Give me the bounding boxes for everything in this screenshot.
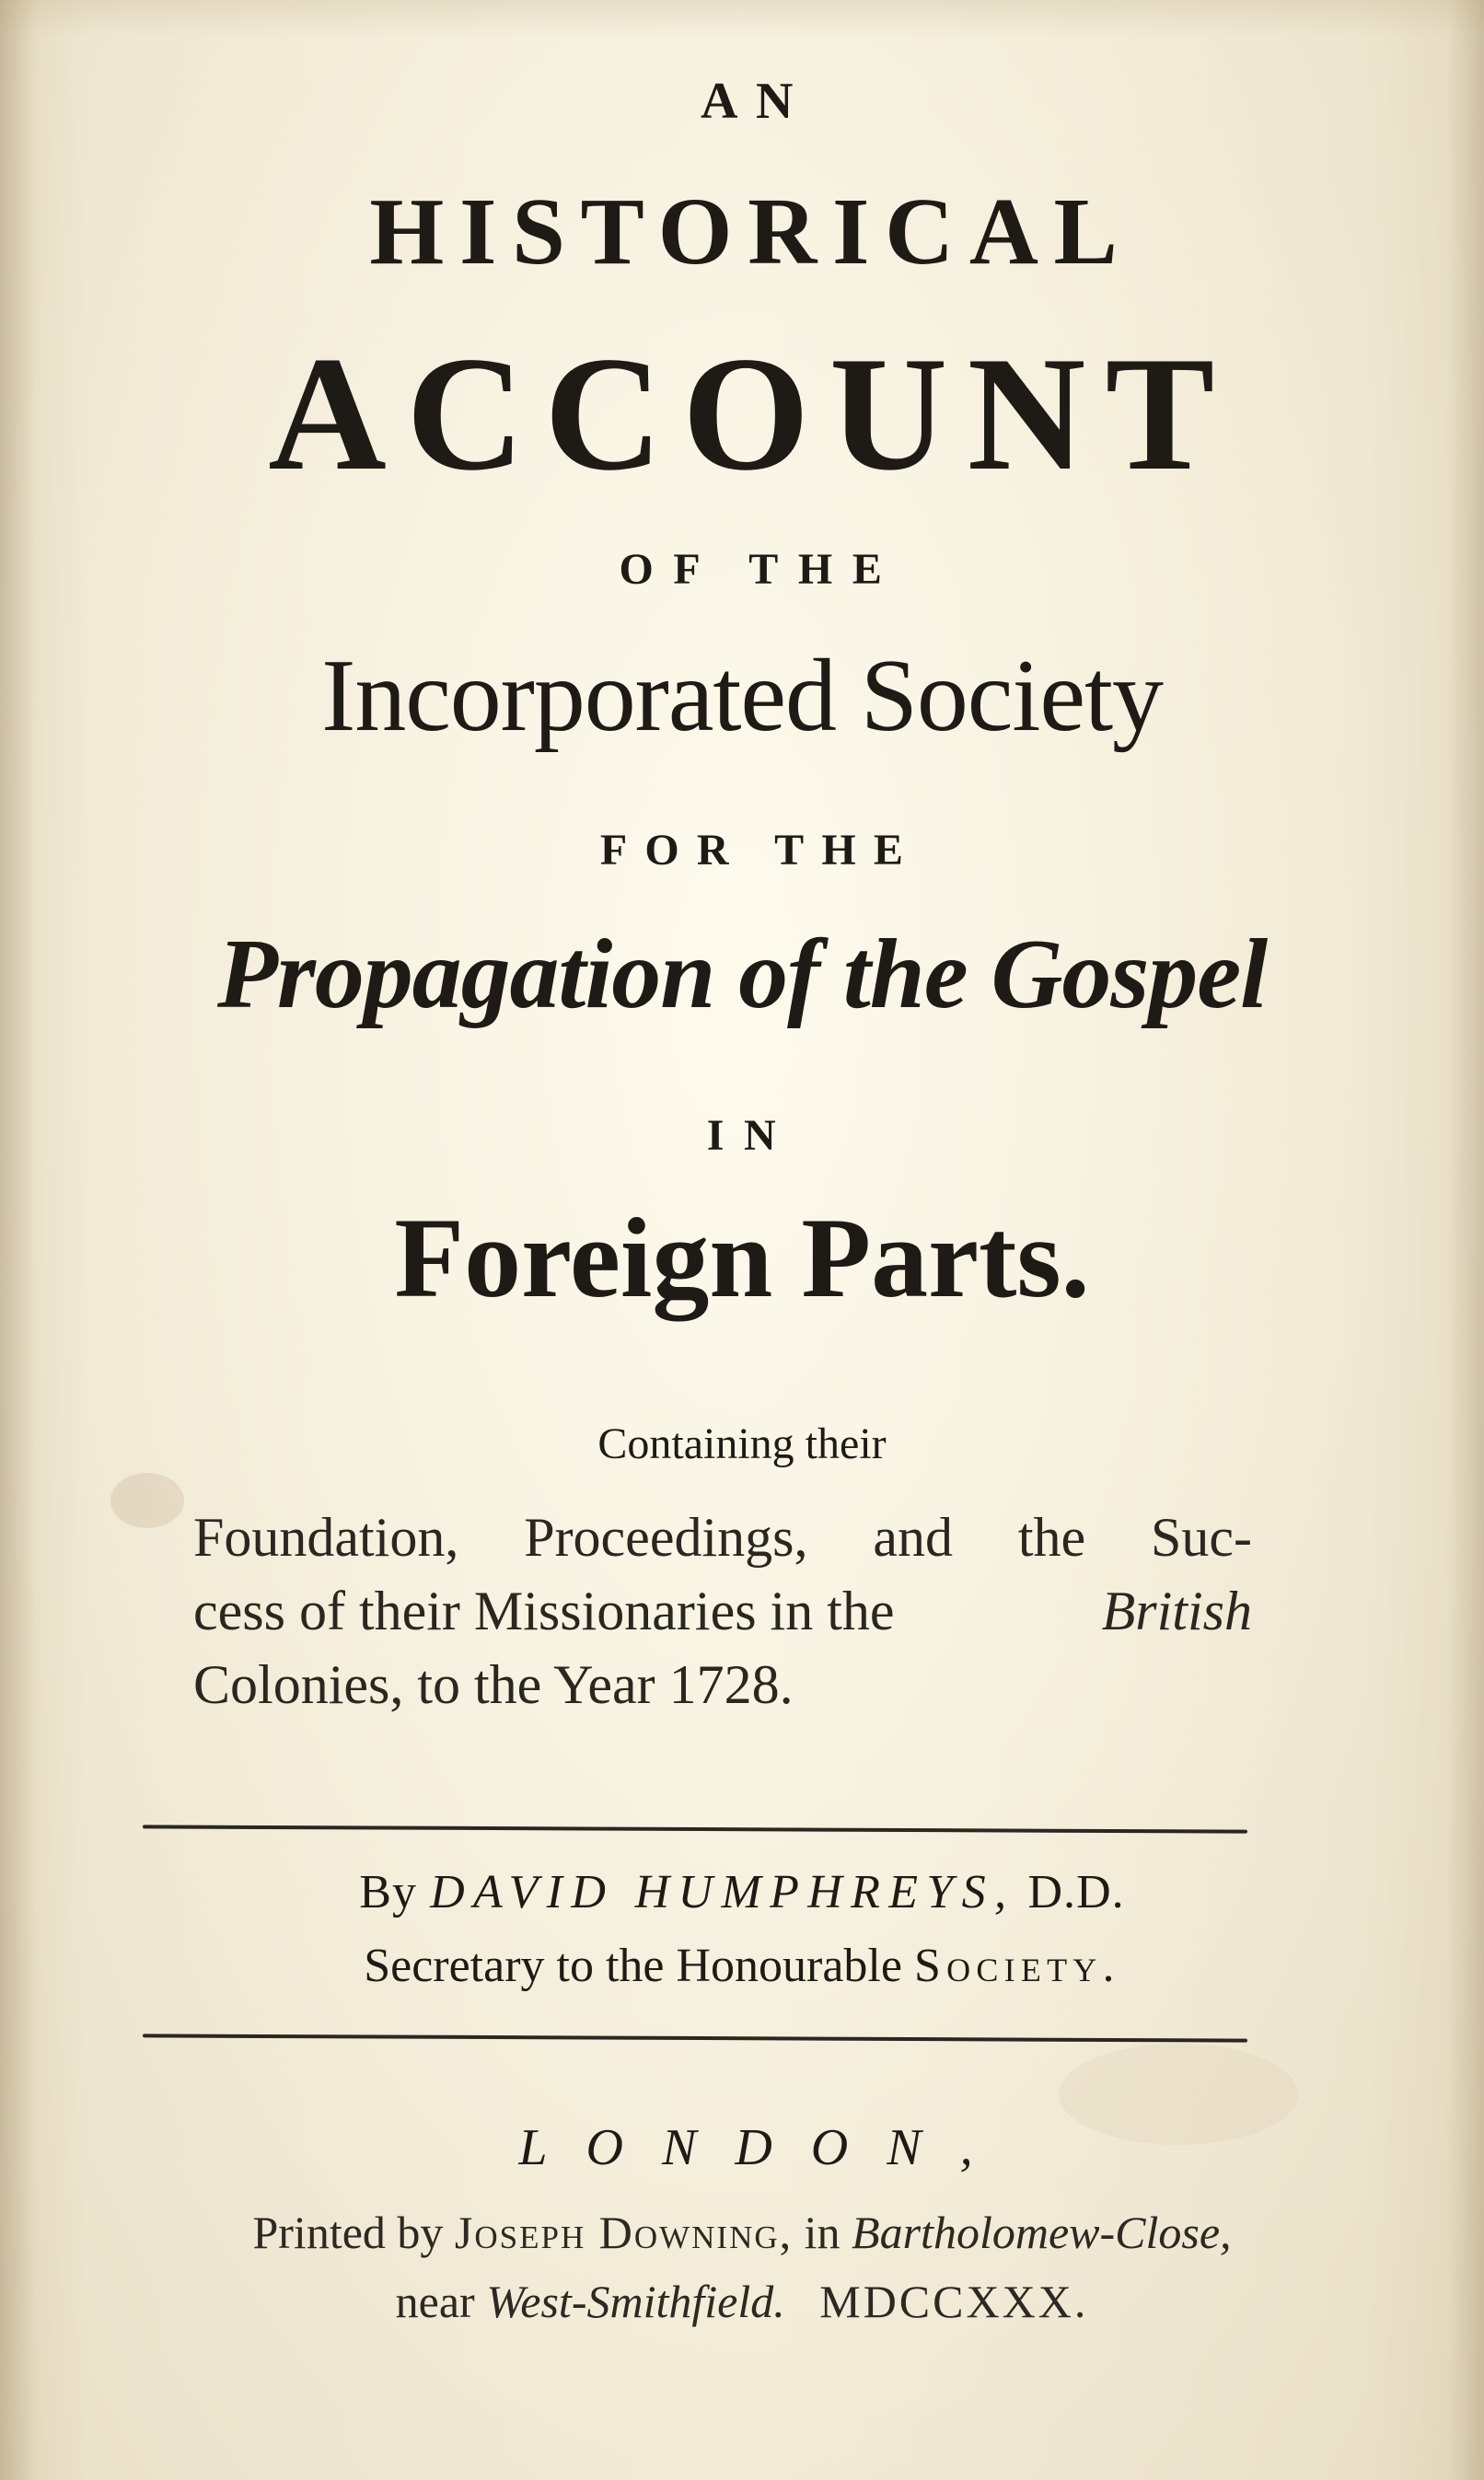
paragraph-word: the: [1017, 1507, 1086, 1568]
imprint-year: MDCCXXX.: [819, 2276, 1089, 2327]
paragraph-word: Foundation,: [193, 1507, 459, 1568]
paragraph-text: cess of their Missionaries in the: [193, 1581, 895, 1641]
subtitle-containing: Containing their: [597, 1420, 887, 1468]
paragraph-word: Proceedings,: [524, 1507, 808, 1568]
society-text: Society.: [913, 1940, 1120, 1992]
byline: [0, 1866, 1484, 1918]
title-incorporated-society: Incorporated Society: [321, 639, 1163, 753]
imprint-in: in: [804, 2207, 841, 2258]
byline-by: By: [359, 1866, 418, 1918]
imprint-near-place: West-Smithfield.: [486, 2276, 785, 2327]
paragraph-italic-text: British: [1101, 1581, 1252, 1641]
imprint-city: LONDON,: [518, 2119, 1012, 2176]
title-foreign-parts: Foreign Parts.: [394, 1195, 1090, 1321]
title-in: IN: [706, 1111, 796, 1160]
secretary-text: Secretary to the Honourable: [364, 1940, 902, 1992]
title-propagation: Propagation of the Gospel: [216, 920, 1267, 1029]
author-degree: D.D.: [1027, 1866, 1125, 1918]
title-of-the: OF THE: [619, 545, 902, 594]
title-for-the: FOR THE: [599, 826, 922, 875]
imprint-printer-line: [0, 2207, 1484, 2258]
imprint-place: Bartholomew-Close,: [852, 2207, 1232, 2258]
paper-stain: [110, 1473, 184, 1528]
printed-by: Printed by: [252, 2207, 444, 2258]
subtitle-paragraph: [193, 1501, 1252, 1721]
paragraph-row-1: [193, 1501, 1252, 1574]
printer-name: Joseph Downing,: [454, 2207, 794, 2258]
imprint-near-line: [0, 2276, 1484, 2327]
title-historical: HISTORICAL: [369, 179, 1133, 284]
title-an: AN: [700, 73, 812, 130]
paragraph-row-2: [193, 1574, 1252, 1648]
title-account: ACCOUNT: [268, 322, 1235, 504]
paragraph-word: Suc-: [1151, 1507, 1252, 1568]
paragraph-row-3: Colonies, to the Year 1728.: [193, 1654, 794, 1715]
top-edge-shading: [0, 0, 1484, 37]
divider-rule: [143, 2034, 1247, 2042]
author-name: DAVID HUMPHREYS,: [430, 1866, 1015, 1918]
author-title: [0, 1942, 1484, 1990]
divider-rule: [143, 1825, 1247, 1833]
paragraph-word: and: [873, 1507, 953, 1568]
imprint-near: near: [395, 2276, 475, 2327]
